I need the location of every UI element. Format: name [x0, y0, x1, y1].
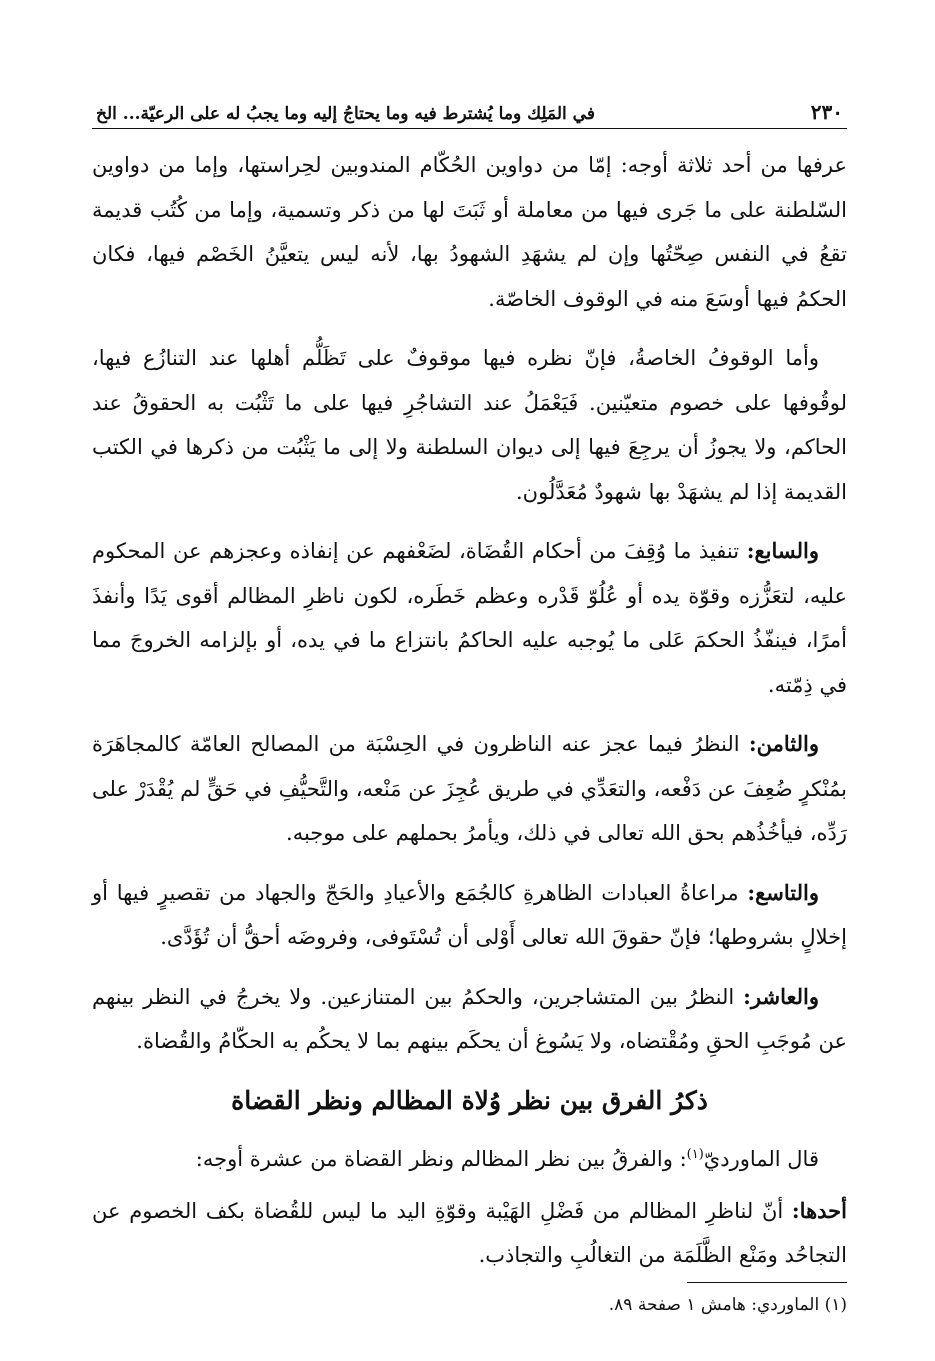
book-page: [92, 84, 847, 1334]
footnote-divider: [687, 1282, 847, 1283]
footnote-reference[interactable]: (١): [686, 1146, 704, 1162]
header-title: في المَلِك وما يُشترط فيه وما يحتاجُ إليه وما يجبُ له على الرعيّة... الخ: [96, 104, 595, 124]
paragraph-eighth: [92, 722, 847, 856]
section-heading: ذكرُ الفرق بين نظر وُلاة المظالم ونظر القضاة: [231, 1085, 708, 1115]
paragraph-ninth: [92, 871, 847, 960]
paragraph-lead: والعاشر:: [743, 983, 819, 1009]
paragraph-lead: والسابع:: [746, 538, 819, 563]
paragraph-text: النظرُ بين المتشاجرين، والحكمُ بين المتنازعين. ولا يخرجُ في النظر بينهم عن مُوجَبِ الحقِ ومُقْتضاه، ولا يَسُوغ أن يحكَم بينهم بما لا يحكُم به الحكّامُ والقُضاة.: [92, 984, 847, 1053]
body-text: [92, 143, 847, 1278]
paragraph-text: مراعاةُ العبادات الظاهرةِ كالجُمَع والأعيادِ والحَجّ والجهاد من تقصيرٍ فيها أو إخلالٍ بشروطها؛ فإنّ حقوقَ الله تعالى أَوْلى أن تُسْتَوفى، وفروضَه أحقُّ أن تُؤَدَّى.: [92, 880, 847, 949]
paragraph-text: أنّ لناظرِ المظالم من فَضْلِ الهَيْبة وقوّةِ اليد ما ليس للقُضاة بكف الخصوم عن التجاحُد ومَنْع الظَّلَمَة من التغالُبِ والتجاذب.: [92, 1198, 847, 1267]
paragraph-text: عرفها من أحد ثلاثة أوجه: إمّا من دواوين الحُكّام المندوبين لحِراستها، وإما من دواوين السّلطنة على ما جَرى فيها من معاملة أو ثَبَتَ لها من ذكر وتسمية، وإما من كُتُب قديمة تقعُ في النفس صِحّتُها وإن لم يشهَدِ الشهودُ بها، لأنه ليس يتعيَّنُ الخَصْم فيها، فكان الحكمُ فيها أوسَعَ منه في الوقوف الخاصّة.: [92, 153, 847, 311]
footnote: (١) الماوردي: هامش ١ صفحة ٨٩.: [608, 1295, 847, 1315]
paragraph-seventh: [92, 529, 847, 707]
page-number: ٢٣٠: [810, 100, 843, 124]
intro-text: : والفرقُ بين نظر المظالم ونظر القضاة من عشرة أوجه:: [195, 1146, 687, 1171]
paragraph-lead: أحدها:: [791, 1197, 847, 1223]
paragraph-tenth: [92, 975, 847, 1064]
paragraph-2: [92, 336, 847, 514]
paragraph-lead: والتاسع:: [747, 879, 819, 905]
paragraph-text: وأما الوقوفُ الخاصةُ، فإنّ نظره فيها موقوفٌ على تَظَلُّم أهلها عند التنازُع فيها، لوقُوفها على خصوم متعيّنين. فَيَعْمَلُ عند التشاجُرِ فيها على ما تَثْبُت به الحقوقُ عند الحاكم، ولا يجوزُ أن يرجِعَ فيها إلى ديوان السلطنة ولا إلى ما يَثْبُت من ذكرها في الكتب القديمة إذا لم يشهَدْ بها شهودٌ مُعَدَّلُون.: [92, 346, 847, 504]
running-header: [92, 84, 847, 129]
paragraph-text: تنفيذ ما وُقِفَ من أحكام القُضَاة، لضَعْفهم عن إنفاذه وعجزهم عن المحكوم عليه، لتعَزُّزه وقوّة يده أو عُلُوّ قَدْره وعظم خَطَره، لكون ناظرِ المظالم أقوى يَدًا وأنفذَ أمرًا، فينفّذُ الحكمَ عَلى ما يُوجبه عليه الحاكمُ بانتزاع ما في يده، أو بإلزامه الخروجَ مما في ذِمّته.: [92, 539, 847, 697]
paragraph-text: النظرُ فيما عجز عنه الناظرون في الحِسْبَة من المصالح العامّة كالمجاهَرَة بمُنْكرٍ ضُعِفَ عن دَفْعه، والتعَدِّي في طريق عُجِزَ عن مَنْعه، والتَّحيُّفِ في حَقٍّ لم يُقْدَرْ على رَدِّه، فيأخُذُهم بحق الله تعالى في ذلك، ويأمرُ بحملهم على موجبه.: [92, 732, 847, 845]
paragraph-lead: والثامن:: [748, 731, 819, 756]
section-intro: [92, 1133, 847, 1181]
intro-text: قال الماورديّ: [703, 1146, 819, 1171]
paragraph-first-difference: [92, 1189, 847, 1278]
paragraph-1: [92, 143, 847, 321]
